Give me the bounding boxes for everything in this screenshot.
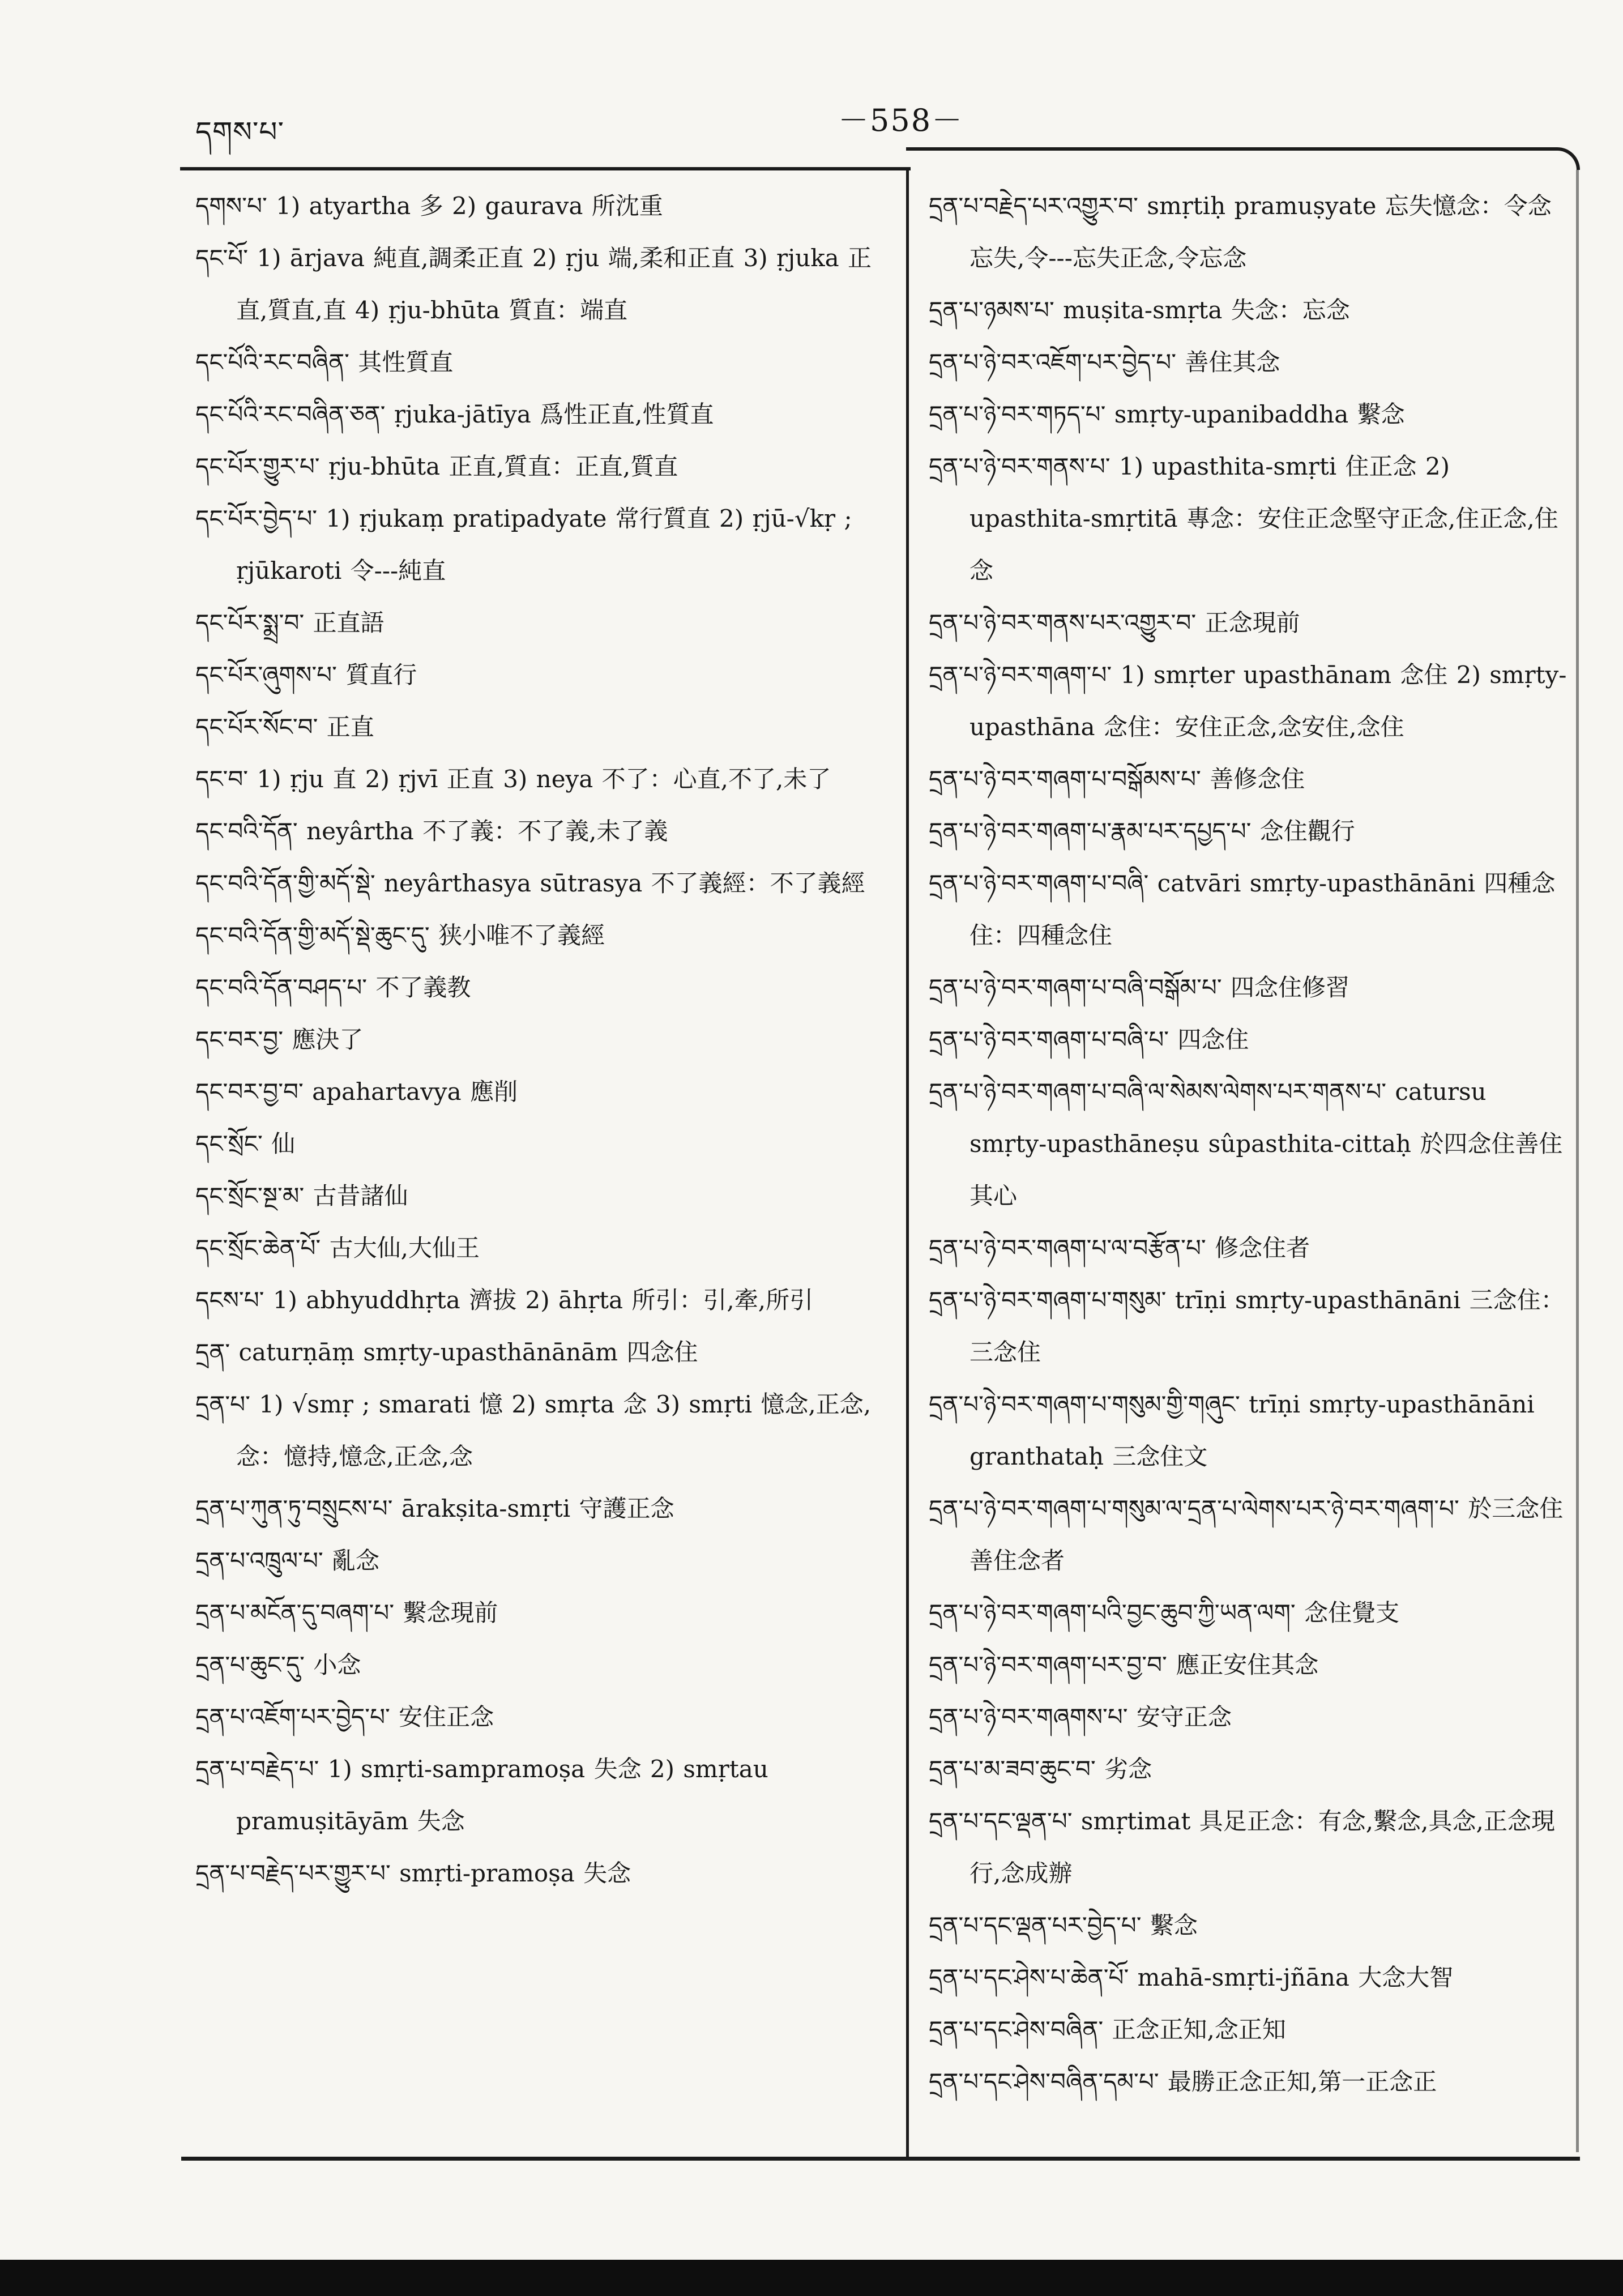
dictionary-entry: དང་པོར་བྱེད་པ་ 1) ṛjukaṃ pratipadyate 常行質直 2) ṛjū-√kṛ ; ṛjūkaroti 令---純直 xyxy=(195,505,852,584)
dictionary-entry: དང་བའི་དོན་ neyârtha 不了義：不了義,未了義 xyxy=(195,817,668,845)
dictionary-entry: དང་སྲོང་སྔ་མ་ 古昔諸仙 xyxy=(195,1182,408,1210)
dictionary-entry: དང་བ་ 1) ṛju 直 2) ṛjvī 正直 3) neya 不了：心直,不了,未了 xyxy=(195,765,831,793)
dictionary-entry: དང་སྲོང་ཆེན་པོ་ 古大仙,大仙王 xyxy=(195,1234,480,1262)
dictionary-entry: དྲན་པ་ཉེ་བར་གཞག་པ་ལ་བརྩོན་པ་ 修念住者 xyxy=(929,1234,1310,1262)
dictionary-entry: དྲན་པ་ཆུང་དུ་ 小念 xyxy=(195,1651,361,1679)
dictionary-entry: དྲན་པ་ཉེ་བར་གནས་པ་ 1) upasthita-smṛti 住正念 2) upasthita-smṛtitā 專念：安住正念堅守正念,住正念,住念 xyxy=(929,453,1558,584)
dictionary-entry: དྲན་པ་འཁྲུལ་པ་ 亂念 xyxy=(195,1547,380,1574)
dictionary-entry: དྲན་པ་ཉེ་བར་འཇོག་པར་བྱེད་པ་ 善住其念 xyxy=(929,348,1280,376)
dictionary-entry: དྲན་པ་ཀུན་ཏུ་བསྲུངས་པ་ ārakṣita-smṛti 守護正念 xyxy=(195,1495,674,1522)
right-column xyxy=(929,180,1571,2108)
left-column xyxy=(195,180,892,1900)
dictionary-entry: དྲན་པ་ཉམས་པ་ muṣita-smṛta 失念：忘念 xyxy=(929,296,1350,324)
dictionary-entry: དྲན་པ་ཉེ་བར་གཞག་པ་ 1) smṛter upasthānam 念住 2) smṛty-upasthāna 念住：安住正念,念安住,念住 xyxy=(929,661,1567,741)
dictionary-entry: དྲན་པ་ 1) √smṛ ; smarati 憶 2) smṛta 念 3) smṛti 憶念,正念,念：憶持,憶念,正念,念 xyxy=(195,1390,872,1470)
dictionary-entry: དྲན་པ་ཉེ་བར་གཞག་པ་གསུམ་ལ་དྲན་པ་ལེགས་པར་ཉེ་བར་གཞག་པ་ 於三念住善住念者 xyxy=(929,1495,1564,1574)
bottom-rule xyxy=(181,2157,1580,2161)
dictionary-entry: དྲན་པ་མངོན་དུ་བཞག་པ་ 繫念現前 xyxy=(195,1599,498,1627)
page-number: －558－ xyxy=(838,103,964,138)
dictionary-entry: དྲན་པ་ཉེ་བར་གཞག་པ་བསྒོམས་པ་ 善修念住 xyxy=(929,765,1305,793)
dictionary-entry: དང་པོར་ཞུགས་པ་ 質直行 xyxy=(195,661,417,689)
dictionary-entry: དྲན་པ་ཉེ་བར་གཞག་པ་གསུམ་གྱི་གཞུང་ trīṇi smṛty-upasthānāni granthataḥ 三念住文 xyxy=(929,1390,1535,1470)
dictionary-entry: དྲན་པ་འཇོག་པར་བྱེད་པ་ 安住正念 xyxy=(195,1703,494,1731)
dictionary-entry: དངས་པ་ 1) abhyuddhṛta 濟拔 2) āhṛta 所引：引,牽,所引 xyxy=(195,1286,814,1314)
dictionary-entry: དྲན་པ་ཉེ་བར་གཞག་པ་རྣམ་པར་དཔྱད་པ་ 念住觀行 xyxy=(929,817,1355,845)
dictionary-entry: དང་བའི་དོན་གྱི་མདོ་སྡེ་ཆུང་དུ་ 狭小唯不了義經 xyxy=(195,921,605,949)
dictionary-entry: དྲན་པ་ཉེ་བར་གཞག་པ་བཞི་བསྒོམ་པ་ 四念住修習 xyxy=(929,974,1350,1001)
dictionary-entry: དྲན་པ་ཉེ་བར་གནས་པར་འགྱུར་བ་ 正念現前 xyxy=(929,609,1300,637)
dictionary-entry: དྲན་པ་དང་ཤེས་བཞིན་དམ་པ་ 最勝正念正知,第一正念正 xyxy=(929,2068,1437,2096)
dictionary-entry: དྲན་པ་ཉེ་བར་གཞག་པ་བཞི་ལ་སེམས་ལེགས་པར་གནས་པ་ catursu smṛty-upasthāneṣu sûpasthita-cittaḥ 於四念住善住其心 xyxy=(929,1078,1563,1210)
dictionary-entry: དང་པོ་ 1) ārjava 純直,調柔正直 2) ṛju 端,柔和正直 3) ṛjuka 正直,質直,直 4) ṛju-bhūta 質直：端直 xyxy=(195,244,872,324)
dictionary-entry: དྲན་པ་དང་ལྡན་པར་བྱེད་པ་ 繫念 xyxy=(929,1911,1198,1939)
scan-edge-bar xyxy=(0,2260,1623,2296)
dictionary-entry: དྲན་པ་ཉེ་བར་གཞག་པ་བཞི་པ་ 四念住 xyxy=(929,1026,1249,1053)
dictionary-entry: དྲན་པ་ཉེ་བར་གཞགས་པ་ 安守正念 xyxy=(929,1703,1232,1731)
dictionary-entry: དྲན་པ་ཉེ་བར་གཞག་པ་བཞི་ catvāri smṛty-upasthānāni 四種念住：四種念住 xyxy=(929,869,1556,949)
dictionary-entry: དང་པོའི་རང་བཞིན་ 其性質直 xyxy=(195,348,454,376)
dictionary-entry: དང་པོའི་རང་བཞིན་ཅན་ ṛjuka-jātīya 爲性正直,性質直 xyxy=(195,400,714,428)
dictionary-entry: དྲན་པ་ཉེ་བར་གཏད་པ་ smṛty-upanibaddha 繫念 xyxy=(929,400,1405,428)
dictionary-entry: དང་བར་བྱ་ 應決了 xyxy=(195,1026,364,1053)
dictionary-entry: དང་སྲོང་ 仙 xyxy=(195,1130,296,1158)
top-rule-right-curved xyxy=(906,147,1580,170)
dictionary-entry: དྲན་པ་མ་ཟབ་ཆུང་བ་ 劣念 xyxy=(929,1755,1152,1783)
dictionary-entry: དྲན་པ་དང་ཤེས་པ་ཆེན་པོ་ mahā-smṛti-jñāna 大念大智 xyxy=(929,1964,1454,1991)
dictionary-entry: དྲན་པ་བརྗེད་པར་གྱུར་པ་ smṛti-pramoṣa 失念 xyxy=(195,1859,631,1887)
column-divider xyxy=(906,170,909,2159)
dictionary-entry: དང་པོར་གྱུར་པ་ ṛju-bhūta 正直,質直：正直,質直 xyxy=(195,453,678,480)
right-border-rule xyxy=(1576,170,1579,2152)
dictionary-entry: དྲན་པ་ཉེ་བར་གཞག་པ་གསུམ་ trīṇi smṛty-upasthānāni 三念住：三念住 xyxy=(929,1286,1565,1366)
dictionary-entry: དྲན་པ་བརྗེད་པར་འགྱུར་བ་ smṛtiḥ pramuṣyate 忘失憶念：令念忘失,令---忘失正念,令忘念 xyxy=(929,192,1552,272)
dictionary-entry: དྲན་པ་ཉེ་བར་གཞག་པའི་བྱང་ཆུབ་ཀྱི་ཡན་ལག་ 念住覺支 xyxy=(929,1599,1400,1627)
dictionary-entry: དང་པོར་སོང་བ་ 正直 xyxy=(195,713,374,741)
dictionary-entry: དང་བའི་དོན་བཤད་པ་ 不了義教 xyxy=(195,974,471,1001)
dictionary-entry: དང་པོར་སྨྲ་བ་ 正直語 xyxy=(195,609,385,637)
dictionary-entry: དང་བའི་དོན་གྱི་མདོ་སྡེ་ neyârthasya sūtrasya 不了義經：不了義經 xyxy=(195,869,865,897)
dictionary-entry: དྲན་པ་ཉེ་བར་གཞག་པར་བྱ་བ་ 應正安住其念 xyxy=(929,1651,1319,1679)
dictionary-entry: དང་བར་བྱ་བ་ apahartavya 應削 xyxy=(195,1078,518,1106)
dictionary-entry: དྲན་པ་དང་ལྡན་པ་ smṛtimat 具足正念：有念,繫念,具念,正念現行,念成辦 xyxy=(929,1807,1555,1887)
top-rule-left xyxy=(180,167,911,170)
running-head: དགས་པ་ xyxy=(195,116,284,148)
dictionary-entry: དགས་པ་ 1) atyartha 多 2) gaurava 所沈重 xyxy=(195,192,663,220)
dictionary-entry: དྲན་ caturṇāṃ smṛty-upasthānānām 四念住 xyxy=(195,1338,698,1366)
dictionary-entry: དྲན་པ་བརྗེད་པ་ 1) smṛti-sampramoṣa 失念 2) smṛtau pramuṣitāyām 失念 xyxy=(195,1755,768,1835)
dictionary-entry: དྲན་པ་དང་ཤེས་བཞིན་ 正念正知,念正知 xyxy=(929,2016,1286,2043)
